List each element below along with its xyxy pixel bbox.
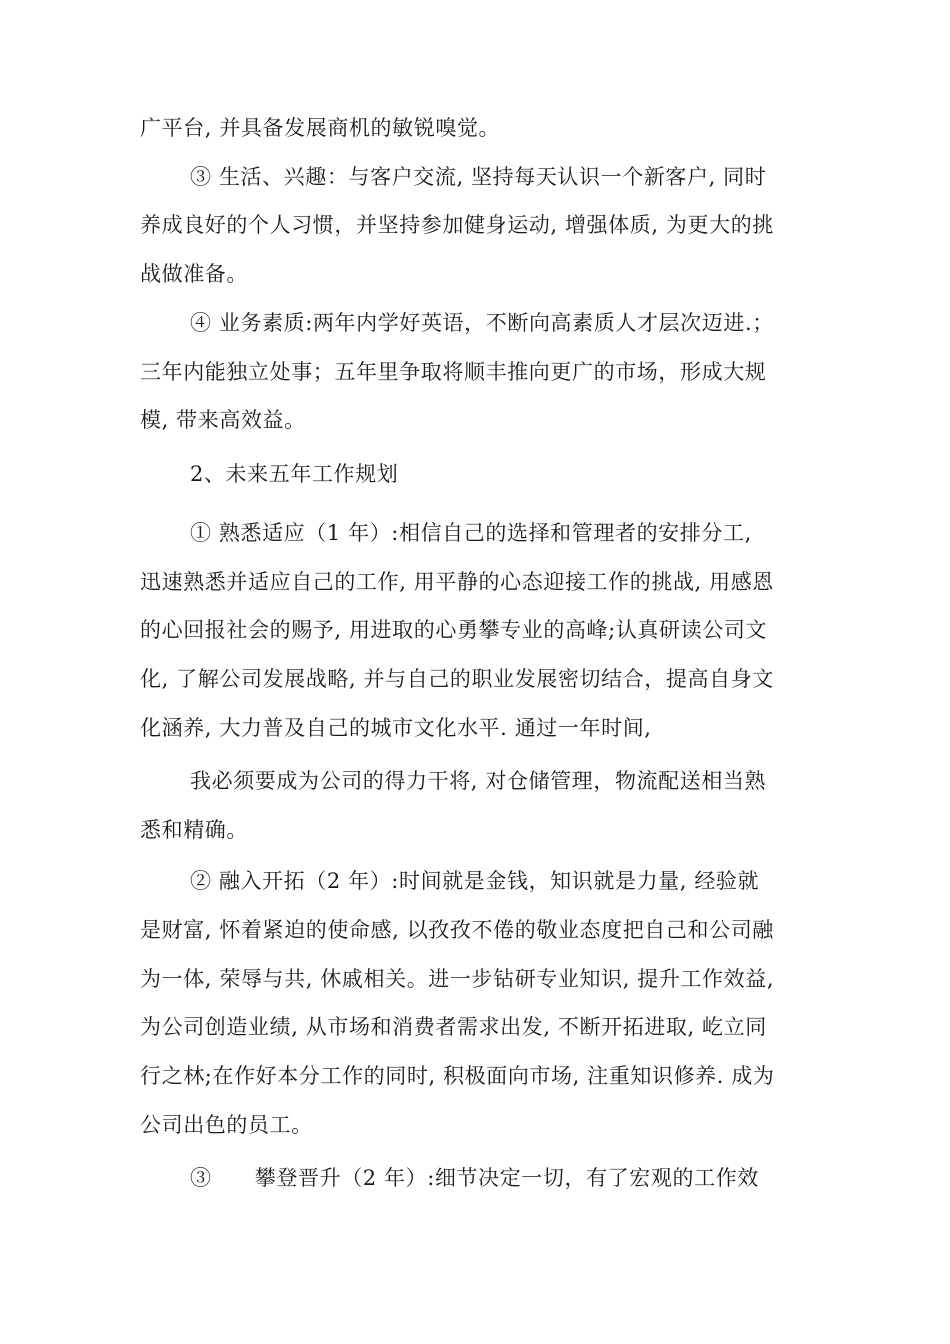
text-line: 模, 带来高效益。 bbox=[140, 408, 306, 432]
text-line: 是财富, 怀着紧迫的使命感, 以孜孜不倦的敬业态度把自己和公司融 bbox=[140, 918, 774, 942]
text-line: 公司出色的员工。 bbox=[140, 1113, 313, 1137]
text-line: ③ 攀登晋升（2 年）:细节决定一切，有了宏观的工作效 bbox=[190, 1166, 759, 1190]
text-line: 为一体, 荣辱与共, 休戚相关。进一步钻研专业知识, 提升工作效益, bbox=[140, 967, 775, 991]
text-line: 的心回报社会的赐予, 用进取的心勇攀专业的高峰;认真研读公司文 bbox=[140, 618, 768, 642]
text-line: ① 熟悉适应（1 年）:相信自己的选择和管理者的安排分工, bbox=[190, 521, 752, 545]
text-line: ② 融入开拓（2 年）:时间就是金钱，知识就是力量, 经验就 bbox=[190, 869, 760, 893]
text-line: 我必须要成为公司的得力干将, 对仓储管理，物流配送相当熟 bbox=[190, 769, 767, 793]
text-line: 迅速熟悉并适应自己的工作, 用平静的心态迎接工作的挑战, 用感恩 bbox=[140, 570, 774, 594]
text-line: 化, 了解公司发展战略, 并与自己的职业发展密切结合，提高自身文 bbox=[140, 667, 774, 691]
text-line: 为公司创造业绩, 从市场和消费者需求出发, 不断开拓进取, 屹立同 bbox=[140, 1015, 767, 1039]
text-line: ③ 生活、兴趣：与客户交流, 坚持每天认识一个新客户, 同时 bbox=[190, 165, 767, 189]
text-line: 战做准备。 bbox=[140, 262, 248, 286]
text-line: 养成良好的个人习惯，并坚持参加健身运动, 增强体质, 为更大的挑 bbox=[140, 213, 774, 237]
text-line: 化涵养, 大力普及自己的城市文化水平. 通过一年时间, bbox=[140, 716, 652, 740]
text-line: 行之林;在作好本分工作的同时, 积极面向市场, 注重知识修养. 成为 bbox=[140, 1064, 775, 1088]
section-heading: 2、未来五年工作规划 bbox=[190, 462, 399, 486]
text-line: ④ 业务素质:两年内学好英语，不断向高素质人才层次迈进.； bbox=[190, 311, 774, 335]
text-line: 悉和精确。 bbox=[140, 818, 248, 842]
text-line: 三年内能独立处事；五年里争取将顺丰推向更广的市场，形成大规 bbox=[140, 360, 767, 384]
text-line: 广平台, 并具备发展商机的敏锐嗅觉。 bbox=[140, 116, 501, 140]
